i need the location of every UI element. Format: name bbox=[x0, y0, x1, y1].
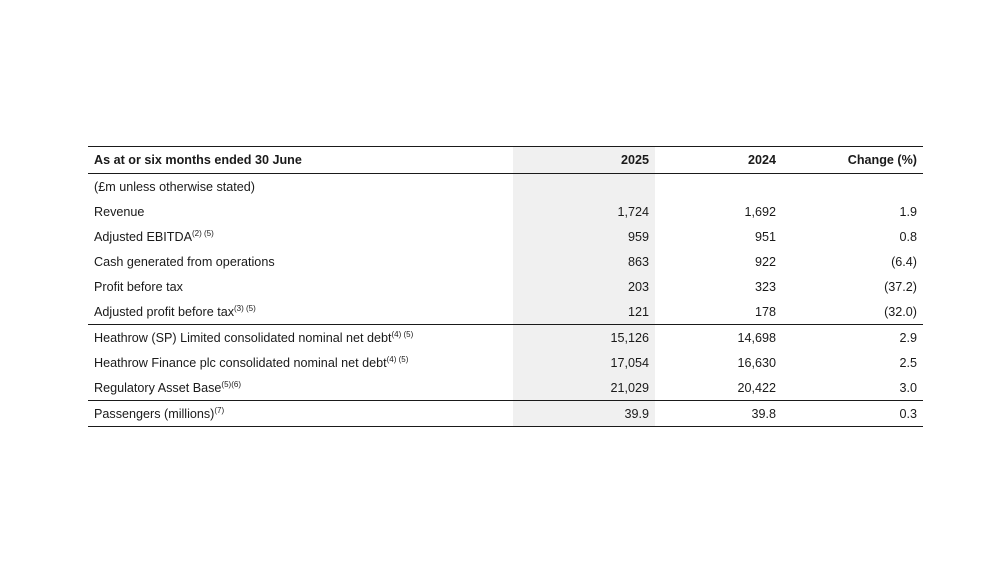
row-label: Heathrow Finance plc consolidated nominal net debt$^{(4) (5)}$ bbox=[94, 354, 409, 370]
value-2025: 39.9 bbox=[513, 401, 655, 427]
header-2024: 2024 bbox=[655, 147, 782, 174]
row-label: Passengers (millions)$^{(7)}$ bbox=[88, 401, 513, 427]
value-2025: 17,054 bbox=[513, 350, 655, 375]
footnote-ref: (2) (5) bbox=[192, 228, 214, 238]
value-2024: 1,692 bbox=[744, 204, 776, 219]
value-2025: 203 bbox=[513, 274, 655, 299]
header-change: Change (%) bbox=[782, 147, 923, 174]
value-change: (6.4) bbox=[891, 254, 917, 269]
value-change: (32.0) bbox=[884, 304, 917, 319]
header-2025: 2025 bbox=[513, 147, 655, 174]
table-row bbox=[88, 249, 923, 274]
value-2024: 16,630 bbox=[737, 355, 776, 370]
footnote-ref: (4) (5) bbox=[386, 354, 409, 364]
value-change: 2.9 bbox=[782, 325, 923, 351]
value-2025: 121 bbox=[513, 299, 655, 325]
table-header-row bbox=[88, 147, 923, 174]
value-2024: 20,422 bbox=[737, 380, 776, 395]
value-change: 3.0 bbox=[899, 380, 917, 395]
value-change: 0.8 bbox=[899, 229, 917, 244]
financial-summary-table bbox=[88, 146, 923, 427]
value-2025: 21,029 bbox=[513, 375, 655, 401]
value-2025: 863 bbox=[513, 249, 655, 274]
table-row bbox=[88, 401, 923, 427]
table-row bbox=[88, 375, 923, 401]
value-2025: 15,126 bbox=[513, 325, 655, 351]
row-label: Revenue bbox=[94, 204, 145, 219]
table-row bbox=[88, 350, 923, 375]
header-period: As at or six months ended 30 June bbox=[88, 147, 513, 174]
footnote-ref: (7) bbox=[214, 405, 225, 415]
table-row bbox=[88, 224, 923, 249]
financial-summary-table-container bbox=[88, 146, 923, 427]
value-2025: 1,724 bbox=[513, 199, 655, 224]
row-label: Adjusted $EBITDA^{(2) (5)}$ bbox=[94, 228, 214, 244]
table-row bbox=[88, 299, 923, 325]
row-label: Cash generated from operations bbox=[94, 254, 275, 269]
unit-note-row bbox=[88, 174, 923, 200]
footnote-ref: (4) (5) bbox=[391, 329, 414, 339]
value-2024: 323 bbox=[754, 279, 776, 294]
unit-note: (£m unless otherwise stated) bbox=[94, 179, 255, 194]
value-change: 1.9 bbox=[899, 204, 917, 219]
table-row bbox=[88, 199, 923, 224]
value-2025: 959 bbox=[513, 224, 655, 249]
table-row bbox=[88, 274, 923, 299]
value-change: (37.2) bbox=[884, 279, 917, 294]
table-row bbox=[88, 325, 923, 351]
row-label: Profit before tax bbox=[94, 279, 183, 294]
value-2024: 922 bbox=[754, 254, 776, 269]
value-2024: 951 bbox=[754, 229, 776, 244]
row-label: Regulatory Asset Base$^{(5)(6)}$ bbox=[94, 379, 241, 395]
footnote-ref: (3) (5) bbox=[234, 303, 256, 313]
value-change: 0.3 bbox=[782, 401, 923, 427]
value-2024: 14,698 bbox=[655, 325, 782, 351]
row-label: Adjusted profit before tax$^{(3) (5)}$ bbox=[94, 303, 256, 319]
row-label: Heathrow (SP) Limited consolidated nominal net debt$^{(4) (5)}$ bbox=[88, 325, 513, 351]
footnote-ref: (5)(6) bbox=[221, 379, 241, 389]
value-2024: 178 bbox=[754, 304, 776, 319]
value-2024: 39.8 bbox=[655, 401, 782, 427]
value-change: 2.5 bbox=[899, 355, 917, 370]
